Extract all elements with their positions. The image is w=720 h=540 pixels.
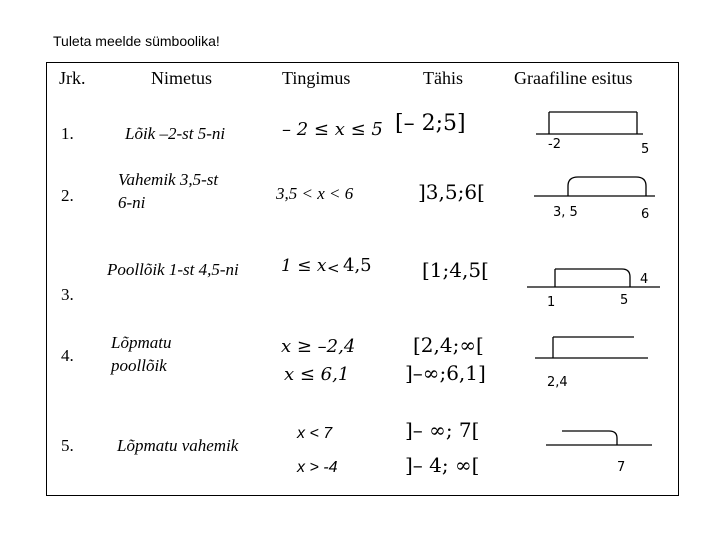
- row1-number: 1.: [61, 124, 74, 143]
- row3-notation: [1;4,5[: [422, 258, 489, 282]
- row2-notation: ]3,5;6[: [418, 180, 485, 204]
- header-nimetus: Nimetus: [151, 68, 212, 88]
- row5-number: 5.: [61, 436, 74, 455]
- row2-name-line1: Vahemik 3,5-st: [118, 170, 219, 189]
- header-tingimus: Tingimus: [282, 68, 351, 88]
- row4-name-line2: poollõik: [111, 356, 167, 375]
- row4-name-line1: Lõpmatu: [111, 333, 172, 352]
- row4-number: 4.: [61, 346, 74, 365]
- row5-notation-line1: ]– ∞; 7[: [405, 418, 480, 442]
- row4-notation-line1: [2,4;∞[: [413, 333, 484, 357]
- graph2-arc: [568, 177, 646, 196]
- row2-number: 2.: [61, 186, 74, 205]
- row5-condition-line2: x > -4: [297, 459, 338, 476]
- row2-condition: 3,5 < x < 6: [276, 184, 354, 203]
- row3-condition-op: <: [327, 259, 340, 277]
- graph3-label-left: 1: [547, 295, 556, 310]
- graph5-label: 7: [617, 460, 626, 475]
- row2-name-line2: 6-ni: [118, 193, 146, 212]
- row1-notation: [– 2;5]: [395, 111, 466, 136]
- row3-condition-rhs: 4,5: [343, 255, 372, 276]
- row3-name: Poollõik 1-st 4,5-ni: [107, 260, 239, 279]
- header-tahis: Tähis: [423, 68, 463, 88]
- graph2-label-left: 3, 5: [553, 205, 578, 220]
- row5-notation-line2: ]– 4; ∞[: [405, 453, 480, 477]
- row4-condition-line2: x ≤ 6,1: [284, 364, 350, 385]
- row3-number: 3.: [61, 285, 74, 304]
- header-jrk: Jrk.: [59, 68, 86, 88]
- graph3-label-right: 4: [640, 272, 649, 287]
- graph5-arc: [562, 431, 617, 445]
- graph3-top: [555, 269, 630, 287]
- graph4-label: 2,4: [547, 375, 568, 390]
- row5-name: Lõpmatu vahemik: [117, 436, 239, 455]
- graph3-label-mid: 5: [620, 293, 629, 308]
- row3-condition-lhs: 1 ≤ x: [281, 256, 327, 276]
- graph2-label-right: 6: [641, 207, 650, 222]
- row4-notation-line2: ]–∞;6,1]: [405, 361, 486, 385]
- row1-condition: – 2 ≤ x ≤ 5: [282, 119, 383, 140]
- row1-name: Lõik –2-st 5-ni: [125, 124, 226, 143]
- row5-condition-line1: x < 7: [297, 425, 333, 442]
- graph1-label-left: -2: [548, 137, 561, 152]
- graph1-label-right: 5: [641, 142, 650, 157]
- row4-condition-line1: x ≥ –2,4: [281, 336, 356, 357]
- page-title: Tuleta meelde sümboolika!: [53, 33, 220, 49]
- header-graafiline: Graafiline esitus: [514, 68, 633, 88]
